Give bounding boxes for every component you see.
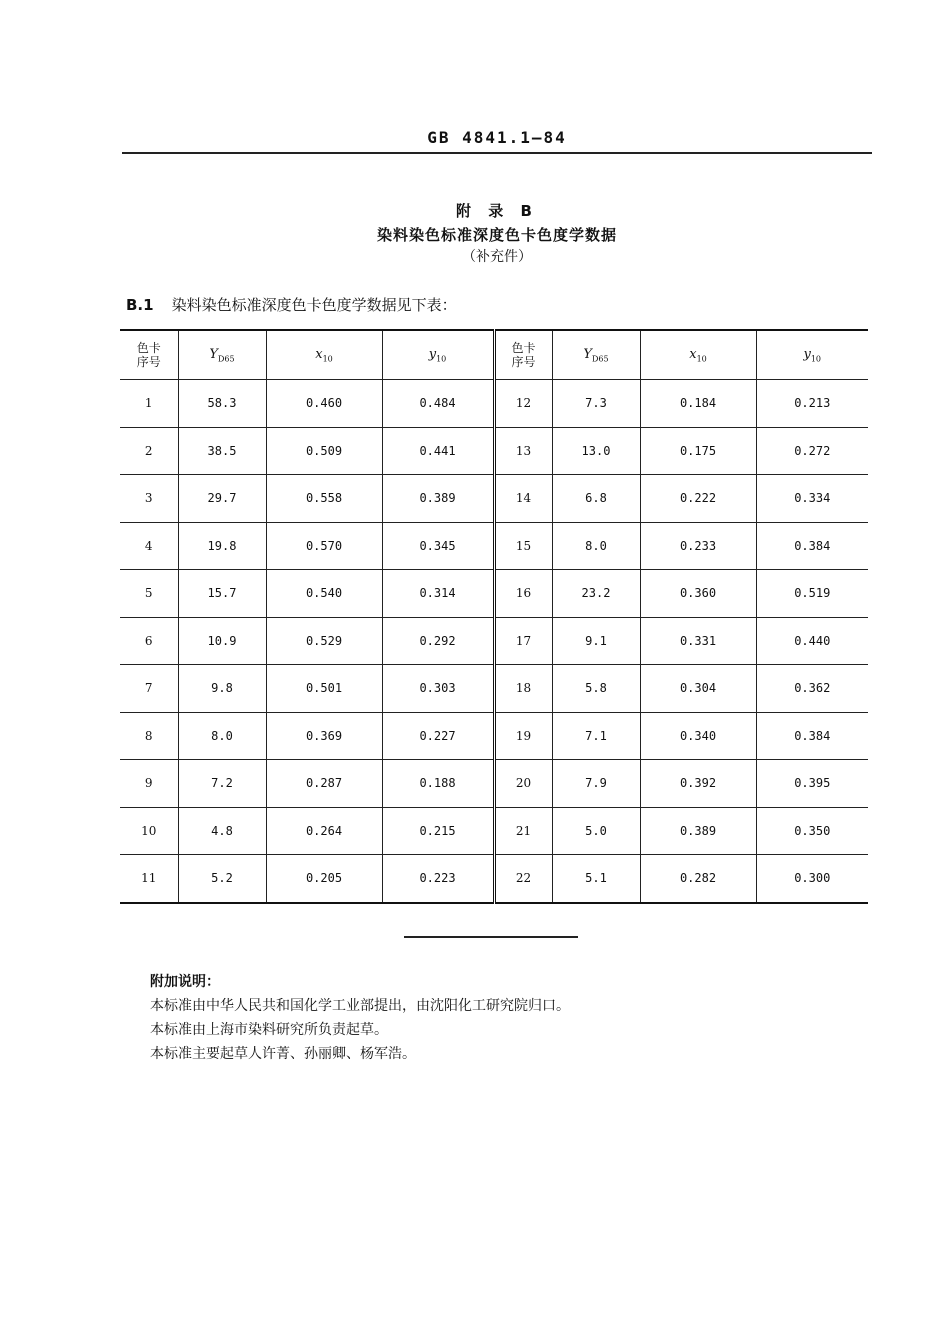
notes-title: 附加说明： xyxy=(150,974,220,990)
cell-y-d65: 6.8 xyxy=(552,475,640,523)
cell-card-number: 20 xyxy=(494,760,552,808)
end-rule xyxy=(404,936,578,938)
section-text: 染料染色标准深度色卡色度学数据见下表： xyxy=(171,296,457,314)
cell-x10: 0.282 xyxy=(640,855,756,903)
cell-y-d65: 9.1 xyxy=(552,617,640,665)
cell-x10: 0.529 xyxy=(266,617,382,665)
cell-y10: 0.384 xyxy=(756,712,868,760)
cell-y-d65: 5.0 xyxy=(552,807,640,855)
cell-card-number: 21 xyxy=(494,807,552,855)
cell-x10: 0.540 xyxy=(266,570,382,618)
table-row xyxy=(120,760,868,808)
cell-y-d65: 19.8 xyxy=(178,522,266,570)
cell-x10: 0.360 xyxy=(640,570,756,618)
cell-y-d65: 5.1 xyxy=(552,855,640,903)
cell-card-number: 8 xyxy=(120,712,178,760)
cell-card-number: 18 xyxy=(494,665,552,713)
header-rule xyxy=(122,152,872,154)
notes-line: 本标准由中华人民共和国化学工业部提出，由沈阳化工研究院归口。 xyxy=(150,998,570,1014)
cell-y10: 0.345 xyxy=(382,522,494,570)
cell-y-d65: 5.8 xyxy=(552,665,640,713)
cell-y10: 0.484 xyxy=(382,380,494,428)
cell-card-number: 3 xyxy=(120,475,178,523)
cell-card-number: 11 xyxy=(120,855,178,903)
table-row xyxy=(120,427,868,475)
cell-y10: 0.519 xyxy=(756,570,868,618)
cell-y-d65: 13.0 xyxy=(552,427,640,475)
cell-y-d65: 10.9 xyxy=(178,617,266,665)
cell-y10: 0.215 xyxy=(382,807,494,855)
table-row xyxy=(120,712,868,760)
table-row xyxy=(120,617,868,665)
cell-x10: 0.460 xyxy=(266,380,382,428)
cell-x10: 0.558 xyxy=(266,475,382,523)
cell-y10: 0.440 xyxy=(756,617,868,665)
table-header-row xyxy=(120,330,868,380)
cell-card-number: 15 xyxy=(494,522,552,570)
appendix-note: （补充件） xyxy=(462,249,532,265)
header-x10: $x_{10}$ xyxy=(640,330,756,380)
table-row xyxy=(120,475,868,523)
cell-x10: 0.501 xyxy=(266,665,382,713)
cell-y10: 0.303 xyxy=(382,665,494,713)
header-y-d65: $Y_{D65}$ xyxy=(178,330,266,380)
header-y10: $y_{10}$ xyxy=(382,330,494,380)
cell-card-number: 2 xyxy=(120,427,178,475)
cell-card-number: 22 xyxy=(494,855,552,903)
document-code: GB 4841.1—84 xyxy=(427,128,567,147)
cell-x10: 0.184 xyxy=(640,380,756,428)
cell-x10: 0.287 xyxy=(266,760,382,808)
cell-y-d65: 38.5 xyxy=(178,427,266,475)
table-row xyxy=(120,570,868,618)
cell-x10: 0.369 xyxy=(266,712,382,760)
section-heading xyxy=(126,294,457,315)
table-row xyxy=(120,522,868,570)
cell-y-d65: 58.3 xyxy=(178,380,266,428)
cell-card-number: 10 xyxy=(120,807,178,855)
cell-y10: 0.227 xyxy=(382,712,494,760)
header-x10: $x_{10}$ xyxy=(266,330,382,380)
notes-line: 本标准主要起草人许菁、孙丽卿、杨军浩。 xyxy=(150,1046,416,1062)
table-body xyxy=(120,380,868,903)
header-y10: $y_{10}$ xyxy=(756,330,868,380)
cell-y10: 0.188 xyxy=(382,760,494,808)
cell-card-number: 16 xyxy=(494,570,552,618)
cell-y10: 0.223 xyxy=(382,855,494,903)
cell-y10: 0.441 xyxy=(382,427,494,475)
cell-y-d65: 7.2 xyxy=(178,760,266,808)
cell-y10: 0.213 xyxy=(756,380,868,428)
cell-card-number: 5 xyxy=(120,570,178,618)
header-card-number: 色卡 序号 xyxy=(120,330,178,380)
cell-x10: 0.392 xyxy=(640,760,756,808)
cell-x10: 0.570 xyxy=(266,522,382,570)
cell-y-d65: 23.2 xyxy=(552,570,640,618)
cell-y10: 0.350 xyxy=(756,807,868,855)
cell-card-number: 14 xyxy=(494,475,552,523)
cell-y10: 0.384 xyxy=(756,522,868,570)
cell-card-number: 9 xyxy=(120,760,178,808)
cell-y-d65: 7.3 xyxy=(552,380,640,428)
appendix-title: 附 录 B xyxy=(456,202,538,220)
additional-notes xyxy=(150,970,570,1066)
table-row xyxy=(120,807,868,855)
cell-y-d65: 5.2 xyxy=(178,855,266,903)
cell-y-d65: 4.8 xyxy=(178,807,266,855)
table-row xyxy=(120,665,868,713)
cell-y-d65: 9.8 xyxy=(178,665,266,713)
cell-y-d65: 8.0 xyxy=(178,712,266,760)
cell-card-number: 4 xyxy=(120,522,178,570)
cell-y-d65: 29.7 xyxy=(178,475,266,523)
cell-card-number: 12 xyxy=(494,380,552,428)
cell-x10: 0.222 xyxy=(640,475,756,523)
cell-y10: 0.334 xyxy=(756,475,868,523)
cell-card-number: 7 xyxy=(120,665,178,713)
cell-x10: 0.205 xyxy=(266,855,382,903)
section-number: B.1 xyxy=(126,296,154,314)
cell-y10: 0.314 xyxy=(382,570,494,618)
cell-y10: 0.292 xyxy=(382,617,494,665)
cell-y10: 0.395 xyxy=(756,760,868,808)
cell-card-number: 17 xyxy=(494,617,552,665)
notes-line: 本标准由上海市染料研究所负责起草。 xyxy=(150,1022,388,1038)
cell-x10: 0.304 xyxy=(640,665,756,713)
cell-y-d65: 7.1 xyxy=(552,712,640,760)
table-row xyxy=(120,855,868,903)
cell-y10: 0.362 xyxy=(756,665,868,713)
cell-y-d65: 8.0 xyxy=(552,522,640,570)
cell-card-number: 1 xyxy=(120,380,178,428)
header-y-d65: $Y_{D65}$ xyxy=(552,330,640,380)
cell-y-d65: 7.9 xyxy=(552,760,640,808)
cell-card-number: 19 xyxy=(494,712,552,760)
cell-x10: 0.331 xyxy=(640,617,756,665)
cell-x10: 0.175 xyxy=(640,427,756,475)
cell-x10: 0.340 xyxy=(640,712,756,760)
cell-card-number: 13 xyxy=(494,427,552,475)
cell-x10: 0.233 xyxy=(640,522,756,570)
cell-y10: 0.389 xyxy=(382,475,494,523)
cell-y10: 0.300 xyxy=(756,855,868,903)
appendix-subtitle: 染料染色标准深度色卡色度学数据 xyxy=(376,226,617,244)
cell-x10: 0.264 xyxy=(266,807,382,855)
cell-card-number: 6 xyxy=(120,617,178,665)
cell-y10: 0.272 xyxy=(756,427,868,475)
colorimetric-data-table xyxy=(120,329,868,904)
table-row xyxy=(120,380,868,428)
cell-y-d65: 15.7 xyxy=(178,570,266,618)
cell-x10: 0.509 xyxy=(266,427,382,475)
cell-x10: 0.389 xyxy=(640,807,756,855)
header-card-number: 色卡 序号 xyxy=(494,330,552,380)
